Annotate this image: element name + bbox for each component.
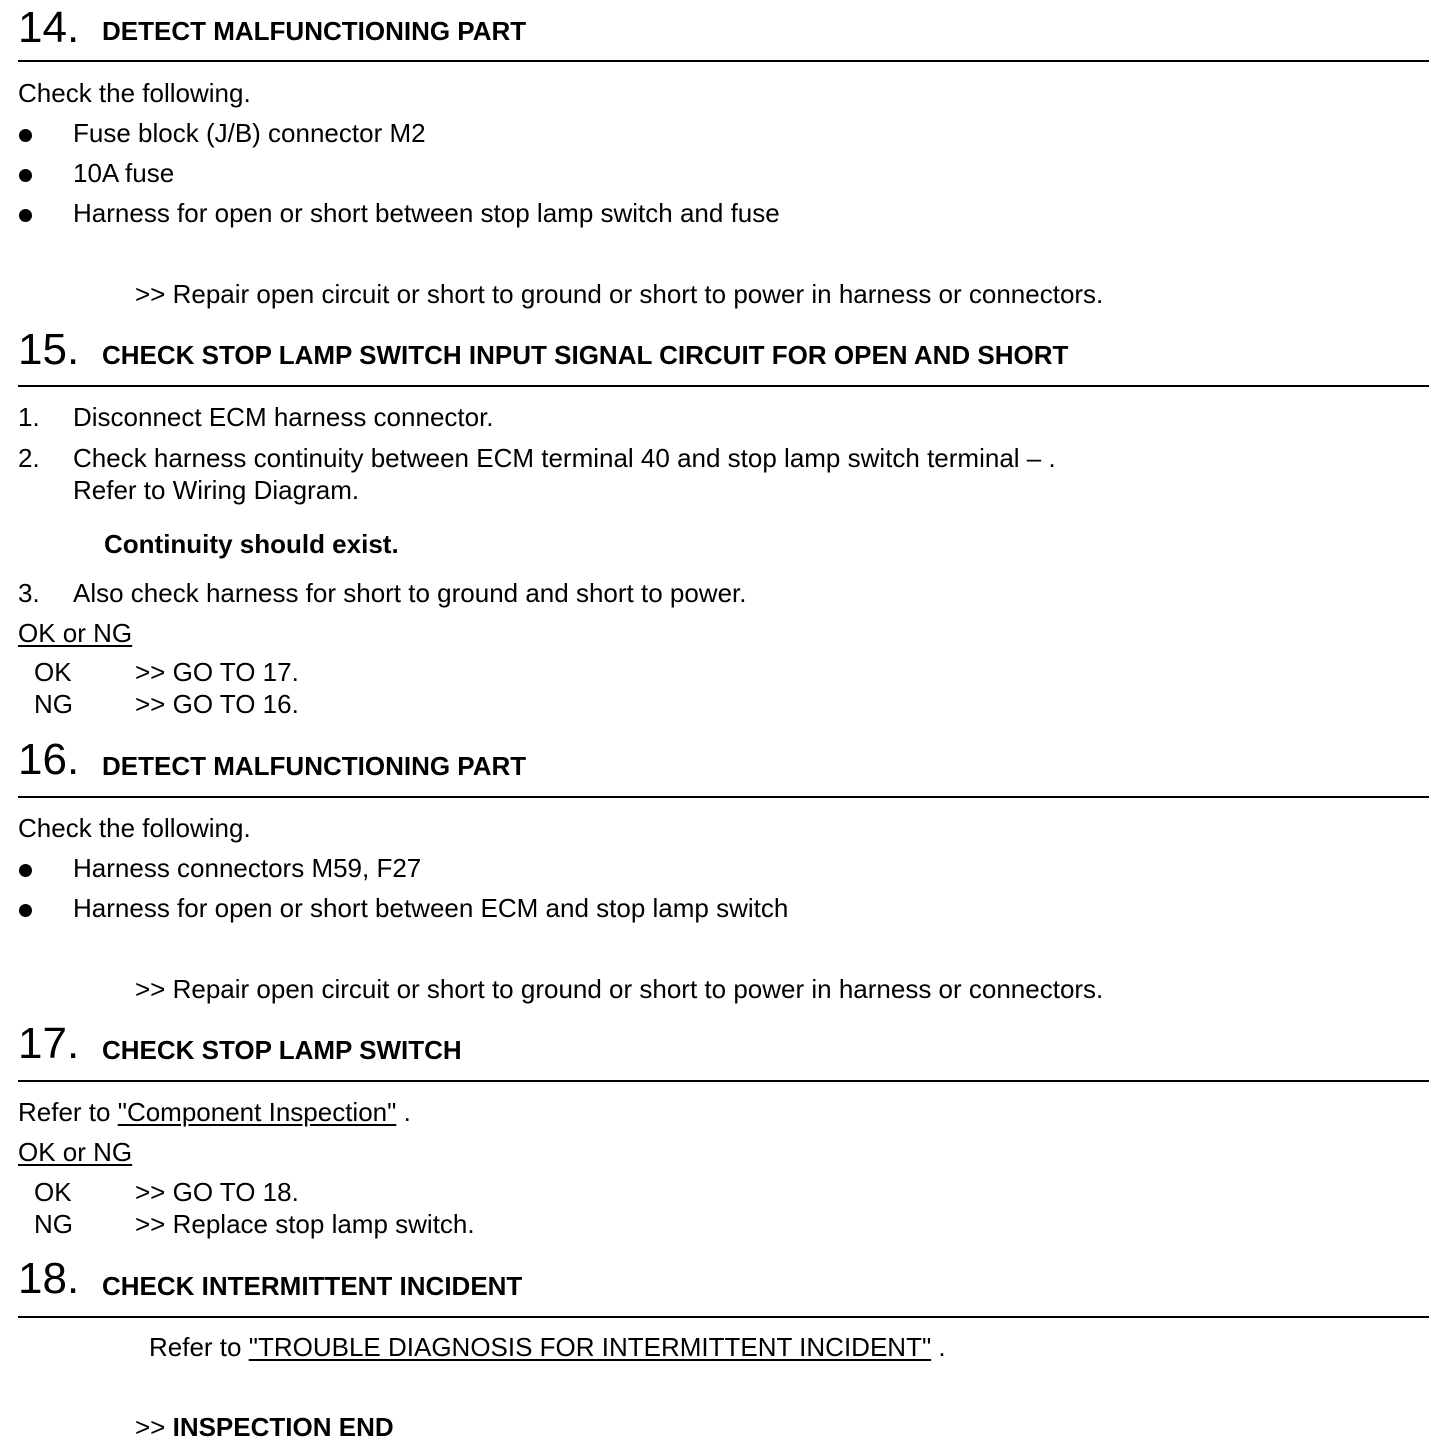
reference-prefix: Refer to — [149, 1332, 249, 1362]
step-number: 15. — [18, 325, 80, 374]
ok-key: OK — [34, 657, 72, 687]
ng-key: NG — [34, 1209, 73, 1239]
step-number: 14. — [18, 3, 80, 52]
bullet-icon — [19, 904, 32, 917]
divider — [18, 1080, 1429, 1082]
list-item: Harness for open or short between ECM and stop lamp switch — [73, 893, 789, 923]
list-item: Fuse block (J/B) connector M2 — [73, 118, 426, 148]
step-title: DETECT MALFUNCTIONING PART — [102, 16, 527, 46]
list-item: 10A fuse — [73, 158, 175, 188]
step-title: CHECK STOP LAMP SWITCH — [102, 1035, 462, 1065]
bullet-icon — [19, 169, 32, 182]
step-title: DETECT MALFUNCTIONING PART — [102, 751, 527, 781]
reference-suffix: . — [931, 1332, 946, 1362]
step-number: 17. — [18, 1019, 80, 1068]
divider — [18, 796, 1429, 798]
step-text: Check harness continuity between ECM terminal 40 and stop lamp switch terminal – . — [73, 443, 1056, 473]
step-text-continued: Refer to Wiring Diagram. — [73, 475, 360, 505]
step-index: 1. — [18, 402, 40, 432]
ok-result: >> GO TO 17. — [135, 657, 299, 687]
action-text: >> Repair open circuit or short to ground or short to power in harness or connectors. — [135, 279, 1104, 309]
bullet-icon — [19, 129, 32, 142]
ng-result: >> Replace stop lamp switch. — [135, 1209, 475, 1239]
divider — [18, 60, 1429, 62]
step-index: 3. — [18, 578, 40, 608]
ok-ng-label: OK or NG — [18, 1137, 133, 1167]
step-number: 16. — [18, 735, 80, 784]
note-text: Continuity should exist. — [104, 529, 399, 559]
step-text: Disconnect ECM harness connector. — [73, 402, 494, 432]
end-label: INSPECTION END — [172, 1412, 394, 1442]
step-text: Also check harness for short to ground and short to power. — [73, 578, 747, 608]
step-index: 2. — [18, 443, 40, 473]
reference-line — [149, 1334, 946, 1360]
reference-prefix: Refer to — [18, 1097, 118, 1127]
divider — [18, 1316, 1429, 1318]
intermittent-incident-link[interactable]: "TROUBLE DIAGNOSIS FOR INTERMITTENT INCIDENT" — [248, 1332, 932, 1362]
action-text: >> Repair open circuit or short to ground or short to power in harness or connectors. — [135, 974, 1104, 1004]
step-number: 18. — [18, 1254, 80, 1303]
bullet-icon — [19, 864, 32, 877]
reference-suffix: . — [396, 1097, 411, 1127]
reference-line — [18, 1099, 411, 1125]
end-prefix: >> — [135, 1412, 173, 1442]
component-inspection-link[interactable]: "Component Inspection" — [117, 1097, 397, 1127]
ok-result: >> GO TO 18. — [135, 1177, 299, 1207]
ok-key: OK — [34, 1177, 72, 1207]
list-item: Harness for open or short between stop lamp switch and fuse — [73, 198, 780, 228]
intro-text: Check the following. — [18, 78, 251, 108]
ng-result: >> GO TO 16. — [135, 689, 299, 719]
inspection-end — [135, 1414, 394, 1440]
step-title: CHECK INTERMITTENT INCIDENT — [102, 1271, 523, 1301]
divider — [18, 385, 1429, 387]
step-title: CHECK STOP LAMP SWITCH INPUT SIGNAL CIRCUIT FOR OPEN AND SHORT — [102, 340, 1069, 370]
ng-key: NG — [34, 689, 73, 719]
list-item: Harness connectors M59, F27 — [73, 853, 422, 883]
intro-text: Check the following. — [18, 813, 251, 843]
bullet-icon — [19, 209, 32, 222]
ok-ng-label: OK or NG — [18, 618, 133, 648]
